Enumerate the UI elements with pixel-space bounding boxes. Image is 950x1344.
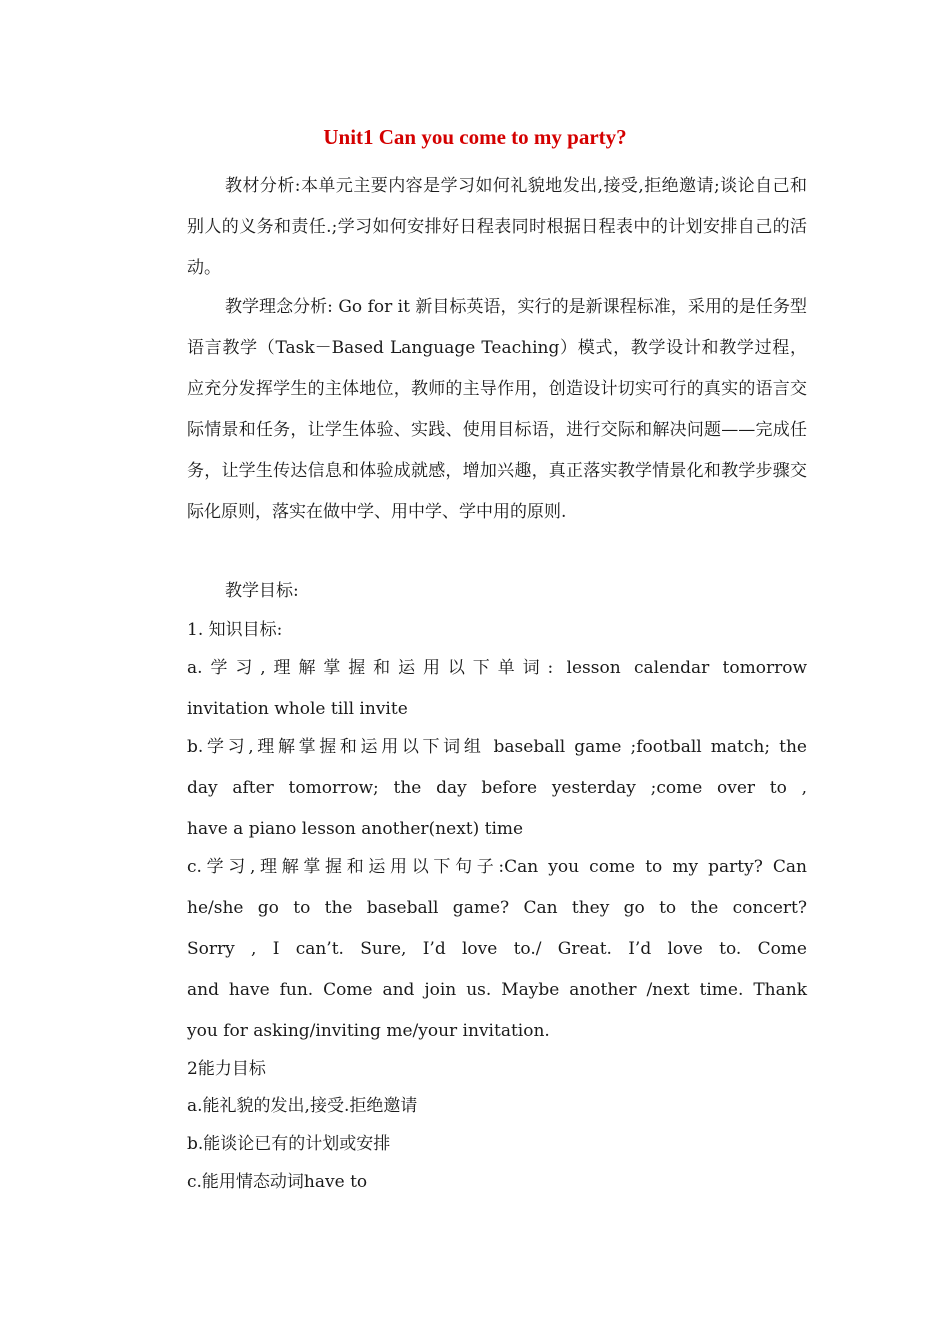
item-b-line-2: day after tomorrow; the day before yesterday ;come over to ,: [187, 778, 807, 798]
knowledge-goals-heading: 1. 知识目标:: [187, 620, 283, 640]
item-c-line-1: c.学习,理解掌握和运用以下句子:Can you come to my party? Can: [187, 857, 807, 877]
textbook-analysis-paragraph: 教材分析:本单元主要内容是学习如何礼貌地发出,接受,拒绝邀请;谈论自己和别人的义务和责任.;学习如何安排好日程表同时根据日程表中的计划安排自己的活动。: [187, 176, 807, 278]
item-c-line-3: Sorry , I can’t. Sure, I’d love to./ Great. I’d love to. Come: [187, 939, 807, 959]
page-title: Unit1 Can you come to my party?: [323, 125, 627, 149]
item-c-line-2: he/she go to the baseball game? Can they go to the concert?: [187, 898, 807, 918]
teaching-goals-heading: 教学目标:: [225, 581, 299, 601]
ability-item-c: c.能用情态动词have to: [187, 1172, 368, 1192]
item-c-line-4: and have fun. Come and join us. Maybe another /next time. Thank: [187, 980, 807, 1000]
teaching-philosophy-paragraph: 教学理念分析: Go for it 新目标英语，实行的是新课程标准，采用的是任务型语言教学（Task－Based Language Teaching）模式，教学设计和教学过程，应充分发挥学生的主体地位，教师的主导作用，创造设计切实可行的真实的语言交际情景和任务，让学生体验、实践、使用目标语，进行交际和解决问题——完成任务，让学生传达信息和体验成就感，增加兴趣，真正落实教学情景化和教学步骤交际化原则，落实在做中学、用中学、学中用的原则.: [187, 297, 807, 522]
ability-item-a: a.能礼貌的发出,接受.拒绝邀请: [187, 1096, 418, 1116]
ability-goals-heading: 2能力目标: [187, 1059, 266, 1079]
ability-item-b: b.能谈论已有的计划或安排: [187, 1134, 391, 1154]
item-b-line-1: b.学习,理解掌握和运用以下词组 baseball game ;football match; the: [187, 737, 807, 757]
item-a-line-2: invitation whole till invite: [187, 699, 408, 719]
item-a-line-1: a.学习,理解掌握和运用以下单词: lesson calendar tomorrow: [187, 658, 807, 678]
item-c-line-5: you for asking/inviting me/your invitation.: [187, 1021, 550, 1041]
item-b-line-3: have a piano lesson another(next) time: [187, 819, 524, 839]
